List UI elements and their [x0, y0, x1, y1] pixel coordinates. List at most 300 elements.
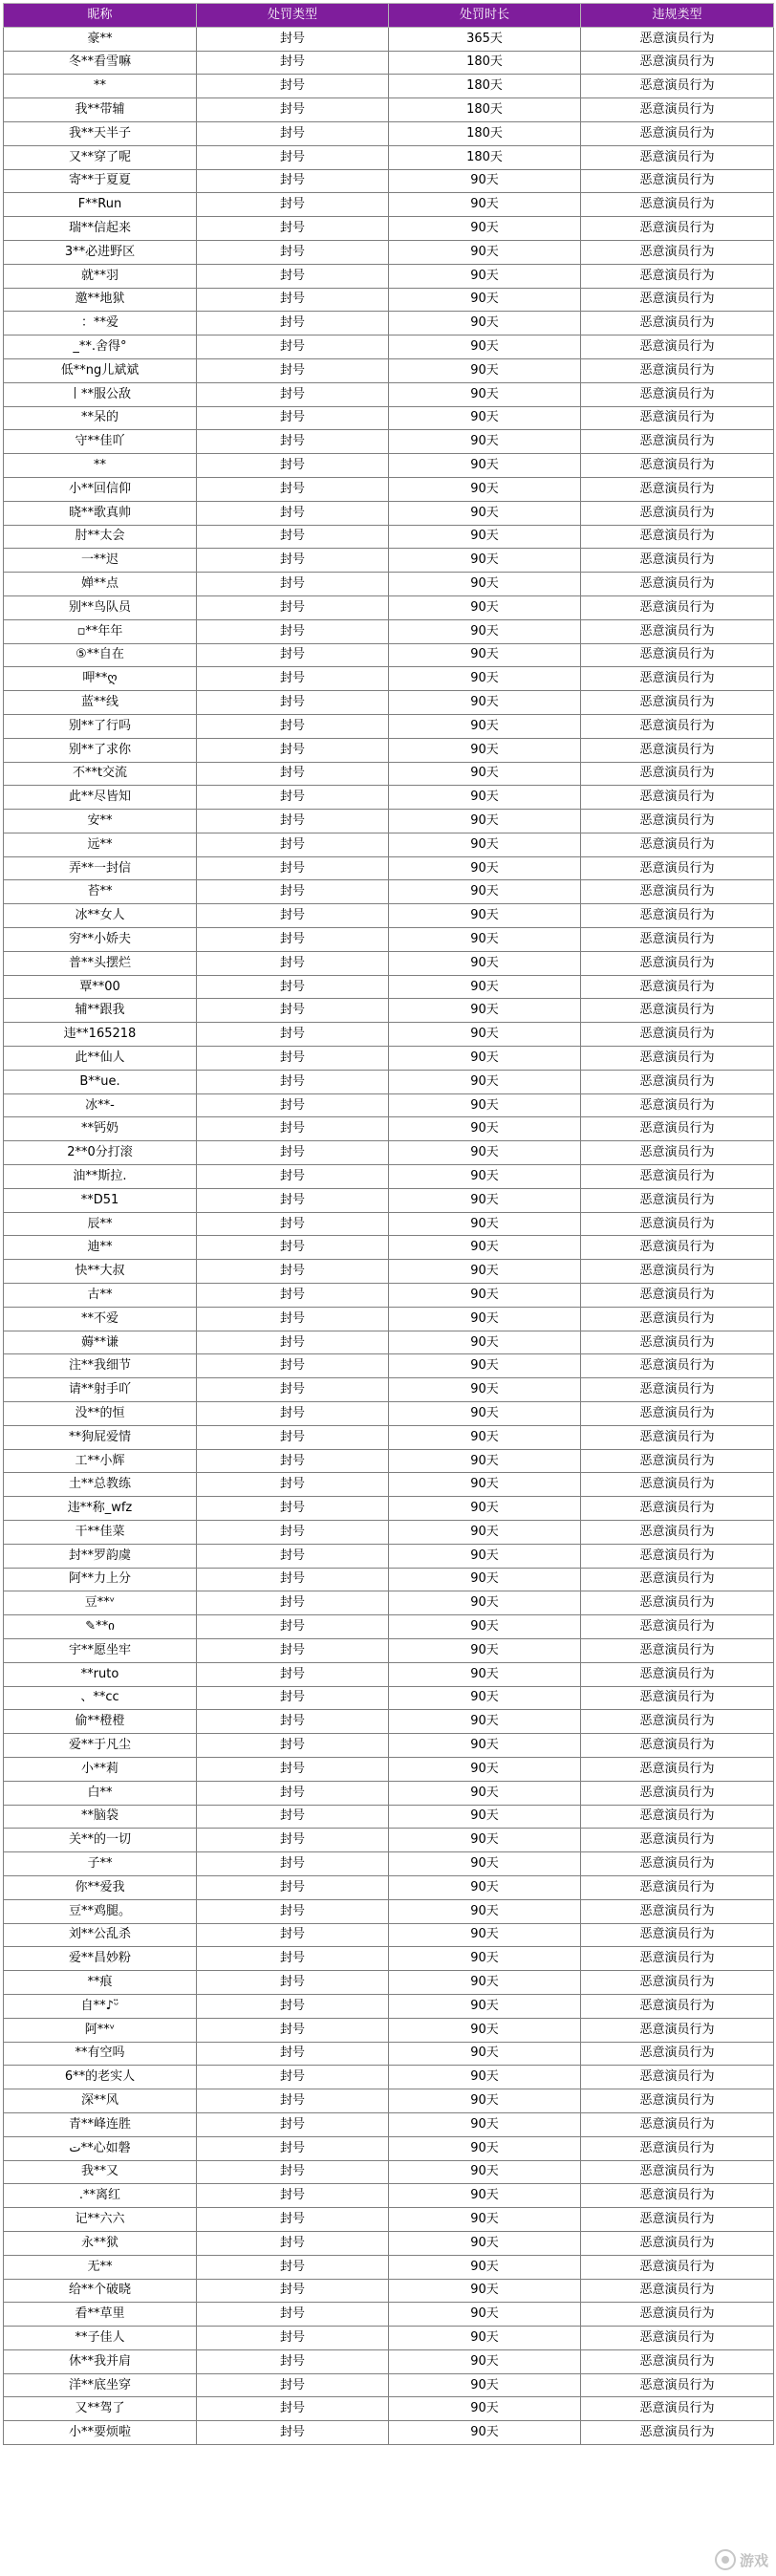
cell-nickname: 丨**服公敌: [4, 382, 197, 406]
cell-penalty-type: 封号: [197, 1141, 389, 1165]
table-row: [4, 1757, 774, 1781]
cell-penalty-duration: 90天: [389, 1662, 581, 1686]
cell-penalty-duration: 90天: [389, 1757, 581, 1781]
cell-penalty-duration: 90天: [389, 2208, 581, 2232]
table-row: [4, 1899, 774, 1923]
cell-penalty-type: 封号: [197, 1757, 389, 1781]
cell-penalty-type: 封号: [197, 358, 389, 382]
cell-nickname: 我**天半子: [4, 121, 197, 145]
cell-penalty-duration: 90天: [389, 406, 581, 430]
cell-nickname: **有空吗: [4, 2042, 197, 2066]
cell-violation-type: 恶意演员行为: [581, 810, 774, 833]
cell-nickname: 呷**ღ: [4, 667, 197, 691]
cell-violation-type: 恶意演员行为: [581, 240, 774, 264]
cell-penalty-type: 封号: [197, 1378, 389, 1402]
cell-penalty-duration: 90天: [389, 1591, 581, 1615]
table-row: [4, 98, 774, 122]
table-row: [4, 928, 774, 952]
cell-penalty-duration: 90天: [389, 928, 581, 952]
table-row: [4, 2066, 774, 2089]
table-row: [4, 549, 774, 573]
cell-violation-type: 恶意演员行为: [581, 1781, 774, 1805]
cell-penalty-type: 封号: [197, 2349, 389, 2373]
cell-penalty-type: 封号: [197, 1473, 389, 1497]
table-row: [4, 691, 774, 715]
table-row: [4, 1188, 774, 1212]
cell-nickname: 此**仙人: [4, 1047, 197, 1071]
table-row: [4, 880, 774, 904]
cell-penalty-type: 封号: [197, 549, 389, 573]
cell-penalty-duration: 90天: [389, 1686, 581, 1710]
cell-nickname: 给**个破晓: [4, 2279, 197, 2303]
cell-penalty-type: 封号: [197, 762, 389, 786]
cell-nickname: 不**t交流: [4, 762, 197, 786]
cell-nickname: 油**斯拉.: [4, 1165, 197, 1189]
cell-penalty-type: 封号: [197, 1805, 389, 1829]
cell-nickname: 违**称_wfz: [4, 1497, 197, 1521]
watermark-logo-icon: [715, 2549, 736, 2570]
cell-penalty-duration: 90天: [389, 810, 581, 833]
cell-penalty-duration: 90天: [389, 762, 581, 786]
cell-penalty-duration: 90天: [389, 2421, 581, 2445]
cell-nickname: 就**羽: [4, 264, 197, 288]
cell-violation-type: 恶意演员行为: [581, 2136, 774, 2160]
cell-nickname: 关**的一切: [4, 1829, 197, 1852]
cell-nickname: **脑袋: [4, 1805, 197, 1829]
cell-violation-type: 恶意演员行为: [581, 1829, 774, 1852]
cell-penalty-duration: 180天: [389, 51, 581, 75]
cell-violation-type: 恶意演员行为: [581, 1757, 774, 1781]
cell-violation-type: 恶意演员行为: [581, 951, 774, 975]
cell-violation-type: 恶意演员行为: [581, 1165, 774, 1189]
cell-violation-type: 恶意演员行为: [581, 2042, 774, 2066]
cell-penalty-type: 封号: [197, 1307, 389, 1331]
cell-penalty-duration: 90天: [389, 786, 581, 810]
cell-violation-type: 恶意演员行为: [581, 1284, 774, 1308]
cell-penalty-duration: 90天: [389, 975, 581, 999]
cell-nickname: 薅**谦: [4, 1331, 197, 1354]
table-row: [4, 1662, 774, 1686]
cell-penalty-type: 封号: [197, 430, 389, 454]
table-row: [4, 1971, 774, 1995]
cell-violation-type: 恶意演员行为: [581, 2327, 774, 2350]
cell-nickname: 别**了求你: [4, 738, 197, 762]
cell-violation-type: 恶意演员行为: [581, 2184, 774, 2208]
cell-violation-type: 恶意演员行为: [581, 1971, 774, 1995]
table-row: [4, 2136, 774, 2160]
cell-penalty-duration: 90天: [389, 193, 581, 217]
cell-violation-type: 恶意演员行为: [581, 1236, 774, 1260]
table-row: [4, 1425, 774, 1449]
cell-penalty-duration: 90天: [389, 573, 581, 596]
table-row: [4, 288, 774, 312]
cell-nickname: **: [4, 454, 197, 478]
cell-penalty-duration: 180天: [389, 145, 581, 169]
table-row: [4, 810, 774, 833]
cell-violation-type: 恶意演员行为: [581, 2349, 774, 2373]
cell-penalty-type: 封号: [197, 240, 389, 264]
table-row: [4, 619, 774, 643]
table-row: [4, 312, 774, 336]
cell-violation-type: 恶意演员行为: [581, 619, 774, 643]
cell-penalty-type: 封号: [197, 2421, 389, 2445]
cell-violation-type: 恶意演员行为: [581, 1354, 774, 1378]
table-row: [4, 1307, 774, 1331]
cell-nickname: 封**罗韵虞: [4, 1544, 197, 1568]
cell-violation-type: 恶意演员行为: [581, 145, 774, 169]
table-row: [4, 51, 774, 75]
cell-penalty-duration: 90天: [389, 714, 581, 738]
cell-penalty-type: 封号: [197, 75, 389, 98]
cell-penalty-duration: 90天: [389, 904, 581, 928]
cell-penalty-type: 封号: [197, 1994, 389, 2018]
cell-penalty-duration: 90天: [389, 2184, 581, 2208]
cell-penalty-duration: 90天: [389, 1165, 581, 1189]
cell-violation-type: 恶意演员行为: [581, 643, 774, 667]
cell-nickname: 3**必进野区: [4, 240, 197, 264]
cell-penalty-duration: 90天: [389, 1852, 581, 1876]
table-row: [4, 1093, 774, 1117]
table-row: [4, 121, 774, 145]
table-row: [4, 2042, 774, 2066]
cell-nickname: 蓝**线: [4, 691, 197, 715]
cell-violation-type: 恶意演员行为: [581, 217, 774, 241]
cell-penalty-type: 封号: [197, 1875, 389, 1899]
cell-violation-type: 恶意演员行为: [581, 1923, 774, 1947]
cell-penalty-duration: 90天: [389, 1402, 581, 1426]
cell-penalty-duration: 90天: [389, 312, 581, 336]
cell-penalty-duration: 90天: [389, 549, 581, 573]
cell-penalty-type: 封号: [197, 856, 389, 880]
cell-penalty-duration: 90天: [389, 1354, 581, 1378]
cell-penalty-duration: 90天: [389, 1544, 581, 1568]
cell-penalty-type: 封号: [197, 193, 389, 217]
cell-violation-type: 恶意演员行为: [581, 264, 774, 288]
cell-nickname: 洋**底坐穿: [4, 2373, 197, 2397]
cell-violation-type: 恶意演员行为: [581, 2421, 774, 2445]
table-row: [4, 75, 774, 98]
cell-violation-type: 恶意演员行为: [581, 2089, 774, 2113]
cell-violation-type: 恶意演员行为: [581, 477, 774, 501]
cell-violation-type: 恶意演员行为: [581, 2397, 774, 2421]
cell-violation-type: 恶意演员行为: [581, 856, 774, 880]
cell-nickname: **不爱: [4, 1307, 197, 1331]
table-row: [4, 501, 774, 525]
cell-violation-type: 恶意演员行为: [581, 999, 774, 1023]
cell-penalty-type: 封号: [197, 2279, 389, 2303]
table-row: [4, 714, 774, 738]
cell-violation-type: 恶意演员行为: [581, 691, 774, 715]
cell-penalty-type: 封号: [197, 2112, 389, 2136]
cell-nickname: 2**0分打滚: [4, 1141, 197, 1165]
cell-violation-type: 恶意演员行为: [581, 2303, 774, 2327]
cell-violation-type: 恶意演员行为: [581, 2160, 774, 2184]
table-row: [4, 2349, 774, 2373]
cell-violation-type: 恶意演员行为: [581, 1899, 774, 1923]
table-row: [4, 1402, 774, 1426]
cell-nickname: 邀**地狱: [4, 288, 197, 312]
cell-violation-type: 恶意演员行为: [581, 1117, 774, 1141]
cell-violation-type: 恶意演员行为: [581, 2208, 774, 2232]
cell-nickname: 别**鸟队员: [4, 595, 197, 619]
cell-penalty-duration: 90天: [389, 2042, 581, 2066]
cell-penalty-type: 封号: [197, 1354, 389, 1378]
cell-penalty-type: 封号: [197, 1734, 389, 1758]
table-row: [4, 786, 774, 810]
cell-violation-type: 恶意演员行为: [581, 430, 774, 454]
cell-penalty-type: 封号: [197, 1449, 389, 1473]
cell-violation-type: 恶意演员行为: [581, 525, 774, 549]
cell-nickname: 婵**点: [4, 573, 197, 596]
cell-violation-type: 恶意演员行为: [581, 1591, 774, 1615]
cell-penalty-duration: 90天: [389, 2279, 581, 2303]
cell-nickname: 阿**ᵛ: [4, 2018, 197, 2042]
cell-penalty-duration: 90天: [389, 288, 581, 312]
cell-nickname: ت**心如磐: [4, 2136, 197, 2160]
cell-penalty-type: 封号: [197, 667, 389, 691]
cell-penalty-type: 封号: [197, 336, 389, 359]
cell-penalty-type: 封号: [197, 999, 389, 1023]
table-row: [4, 169, 774, 193]
table-row: [4, 2421, 774, 2445]
cell-penalty-duration: 90天: [389, 2136, 581, 2160]
cell-penalty-type: 封号: [197, 2373, 389, 2397]
table-row: [4, 643, 774, 667]
cell-penalty-duration: 90天: [389, 1260, 581, 1284]
cell-nickname: 小**回信仰: [4, 477, 197, 501]
cell-violation-type: 恶意演员行为: [581, 1093, 774, 1117]
cell-penalty-type: 封号: [197, 1070, 389, 1093]
table-row: [4, 2231, 774, 2255]
cell-violation-type: 恶意演员行为: [581, 762, 774, 786]
cell-nickname: 此**尽皆知: [4, 786, 197, 810]
table-row: [4, 1236, 774, 1260]
table-row: [4, 1212, 774, 1236]
cell-penalty-type: 封号: [197, 833, 389, 856]
table-row: [4, 1378, 774, 1402]
table-row: [4, 1165, 774, 1189]
cell-violation-type: 恶意演员行为: [581, 121, 774, 145]
cell-penalty-type: 封号: [197, 1093, 389, 1117]
cell-penalty-type: 封号: [197, 264, 389, 288]
cell-penalty-type: 封号: [197, 288, 389, 312]
cell-nickname: 工**小辉: [4, 1449, 197, 1473]
cell-violation-type: 恶意演员行为: [581, 1378, 774, 1402]
cell-violation-type: 恶意演员行为: [581, 1449, 774, 1473]
table-row: [4, 1497, 774, 1521]
cell-penalty-duration: 90天: [389, 1473, 581, 1497]
cell-penalty-duration: 90天: [389, 2231, 581, 2255]
cell-violation-type: 恶意演员行为: [581, 27, 774, 51]
cell-nickname: 阿**力上分: [4, 1568, 197, 1591]
cell-violation-type: 恶意演员行为: [581, 1994, 774, 2018]
table-row: [4, 762, 774, 786]
cell-violation-type: 恶意演员行为: [581, 312, 774, 336]
cell-violation-type: 恶意演员行为: [581, 1947, 774, 1971]
table-row: [4, 1734, 774, 1758]
cell-penalty-type: 封号: [197, 169, 389, 193]
cell-penalty-duration: 90天: [389, 477, 581, 501]
cell-nickname: 肘**太会: [4, 525, 197, 549]
cell-violation-type: 恶意演员行为: [581, 358, 774, 382]
table-row: [4, 1710, 774, 1734]
cell-nickname: 爱**于凡尘: [4, 1734, 197, 1758]
cell-penalty-duration: 90天: [389, 1521, 581, 1545]
cell-penalty-type: 封号: [197, 406, 389, 430]
header-nickname: 昵称: [4, 4, 197, 28]
table-row: [4, 27, 774, 51]
cell-penalty-duration: 180天: [389, 121, 581, 145]
table-row: [4, 1781, 774, 1805]
cell-penalty-type: 封号: [197, 217, 389, 241]
cell-nickname: **D51: [4, 1188, 197, 1212]
cell-penalty-type: 封号: [197, 1971, 389, 1995]
cell-nickname: 我**又: [4, 2160, 197, 2184]
cell-violation-type: 恶意演员行为: [581, 1544, 774, 1568]
cell-nickname: 豆**ᵛ: [4, 1591, 197, 1615]
cell-violation-type: 恶意演员行为: [581, 2231, 774, 2255]
cell-nickname: 豪**: [4, 27, 197, 51]
cell-penalty-type: 封号: [197, 1425, 389, 1449]
table-row: [4, 525, 774, 549]
table-row: [4, 1947, 774, 1971]
cell-penalty-duration: 90天: [389, 2066, 581, 2089]
cell-penalty-duration: 90天: [389, 358, 581, 382]
cell-violation-type: 恶意演员行为: [581, 880, 774, 904]
cell-penalty-duration: 90天: [389, 1710, 581, 1734]
cell-violation-type: 恶意演员行为: [581, 1638, 774, 1662]
cell-nickname: 辰**: [4, 1212, 197, 1236]
cell-penalty-duration: 90天: [389, 1829, 581, 1852]
cell-penalty-duration: 90天: [389, 382, 581, 406]
cell-penalty-type: 封号: [197, 1591, 389, 1615]
cell-penalty-type: 封号: [197, 525, 389, 549]
cell-nickname: 守**佳吖: [4, 430, 197, 454]
table-row: [4, 477, 774, 501]
cell-penalty-type: 封号: [197, 1686, 389, 1710]
cell-nickname: ✎**ი: [4, 1615, 197, 1639]
cell-violation-type: 恶意演员行为: [581, 1615, 774, 1639]
cell-penalty-type: 封号: [197, 1212, 389, 1236]
cell-penalty-type: 封号: [197, 1662, 389, 1686]
table-row: [4, 573, 774, 596]
cell-violation-type: 恶意演员行为: [581, 1070, 774, 1093]
table-row: [4, 2373, 774, 2397]
cell-violation-type: 恶意演员行为: [581, 1662, 774, 1686]
cell-nickname: 冬**看雪嘛: [4, 51, 197, 75]
cell-penalty-duration: 90天: [389, 643, 581, 667]
cell-penalty-type: 封号: [197, 1260, 389, 1284]
cell-penalty-type: 封号: [197, 2255, 389, 2279]
cell-violation-type: 恶意演员行为: [581, 2066, 774, 2089]
cell-nickname: 豆**鸡腿。: [4, 1899, 197, 1923]
cell-penalty-type: 封号: [197, 619, 389, 643]
table-row: [4, 856, 774, 880]
cell-penalty-duration: 90天: [389, 1568, 581, 1591]
cell-nickname: 看**草里: [4, 2303, 197, 2327]
cell-nickname: 土**总教练: [4, 1473, 197, 1497]
cell-penalty-type: 封号: [197, 1402, 389, 1426]
cell-nickname: 别**了行吗: [4, 714, 197, 738]
cell-violation-type: 恶意演员行为: [581, 1188, 774, 1212]
table-row: [4, 951, 774, 975]
table-row: [4, 2279, 774, 2303]
table-row: [4, 1994, 774, 2018]
cell-penalty-duration: 90天: [389, 1425, 581, 1449]
cell-nickname: **痕: [4, 1971, 197, 1995]
cell-violation-type: 恶意演员行为: [581, 2018, 774, 2042]
cell-penalty-type: 封号: [197, 1710, 389, 1734]
header-violation-type: 违规类型: [581, 4, 774, 28]
cell-violation-type: 恶意演员行为: [581, 549, 774, 573]
table-row: [4, 1331, 774, 1354]
cell-penalty-duration: 90天: [389, 1117, 581, 1141]
table-row: [4, 2184, 774, 2208]
cell-penalty-type: 封号: [197, 951, 389, 975]
cell-penalty-type: 封号: [197, 1923, 389, 1947]
cell-nickname: **狗屁爱情: [4, 1425, 197, 1449]
table-row: [4, 217, 774, 241]
table-row: [4, 904, 774, 928]
table-row: [4, 667, 774, 691]
cell-violation-type: 恶意演员行为: [581, 573, 774, 596]
table-row: [4, 336, 774, 359]
cell-nickname: ▫**年年: [4, 619, 197, 643]
cell-penalty-type: 封号: [197, 2231, 389, 2255]
cell-penalty-duration: 90天: [389, 1449, 581, 1473]
cell-nickname: 子**: [4, 1852, 197, 1876]
cell-penalty-type: 封号: [197, 1829, 389, 1852]
cell-nickname: 刘**公乱杀: [4, 1923, 197, 1947]
cell-penalty-type: 封号: [197, 810, 389, 833]
table-row: [4, 999, 774, 1023]
cell-penalty-duration: 90天: [389, 2303, 581, 2327]
cell-violation-type: 恶意演员行为: [581, 738, 774, 762]
cell-nickname: 穷**小娇夫: [4, 928, 197, 952]
table-row: [4, 1591, 774, 1615]
penalty-table: [3, 3, 774, 2445]
cell-nickname: ：**爱: [4, 312, 197, 336]
table-row: [4, 975, 774, 999]
cell-violation-type: 恶意演员行为: [581, 1307, 774, 1331]
cell-violation-type: 恶意演员行为: [581, 1734, 774, 1758]
cell-violation-type: 恶意演员行为: [581, 336, 774, 359]
table-row: [4, 2327, 774, 2350]
cell-nickname: 休**我并肩: [4, 2349, 197, 2373]
cell-penalty-duration: 90天: [389, 169, 581, 193]
cell-penalty-type: 封号: [197, 1236, 389, 1260]
cell-penalty-duration: 90天: [389, 1994, 581, 2018]
cell-violation-type: 恶意演员行为: [581, 1568, 774, 1591]
cell-penalty-duration: 90天: [389, 217, 581, 241]
cell-nickname: 我**带辅: [4, 98, 197, 122]
cell-nickname: 低**ng儿斌斌: [4, 358, 197, 382]
cell-penalty-type: 封号: [197, 382, 389, 406]
cell-penalty-duration: 90天: [389, 1212, 581, 1236]
cell-nickname: **子佳人: [4, 2327, 197, 2350]
cell-penalty-duration: 90天: [389, 1188, 581, 1212]
cell-violation-type: 恶意演员行为: [581, 382, 774, 406]
cell-violation-type: 恶意演员行为: [581, 786, 774, 810]
cell-penalty-type: 封号: [197, 2208, 389, 2232]
cell-penalty-duration: 90天: [389, 1923, 581, 1947]
table-row: [4, 2303, 774, 2327]
cell-nickname: 、**cc: [4, 1686, 197, 1710]
cell-penalty-type: 封号: [197, 501, 389, 525]
watermark: [715, 2549, 768, 2570]
cell-nickname: 寄**于夏夏: [4, 169, 197, 193]
cell-penalty-type: 封号: [197, 2136, 389, 2160]
